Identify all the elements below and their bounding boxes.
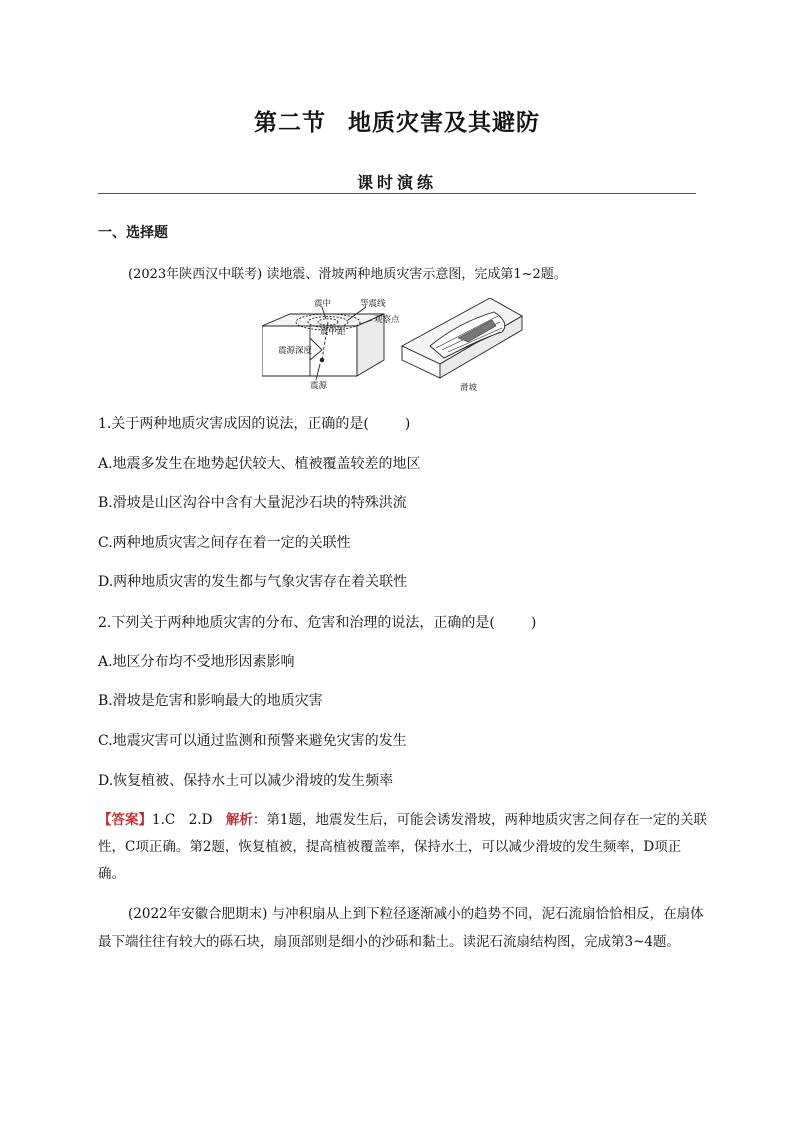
geohazard-figure — [262, 298, 532, 398]
answer-tag: 【答案】 — [98, 812, 152, 828]
answer-values: 1.C 2.D — [152, 812, 213, 828]
title-divider — [98, 193, 696, 194]
question-2-stem: 2.下列关于两种地质灾害的分布、危害和治理的说法，正确的是( ) — [98, 615, 537, 631]
analysis-text: ：第1题，地震发生后，可能会诱发滑坡，两种地质灾害之间存在一定的关联性，C项正确。第2题，恢复植被，提高植被覆盖率，保持水土，可以减少滑坡的发生频率，D项正确。 — [98, 812, 708, 882]
label-focus: 震源 — [310, 381, 328, 391]
section-heading: 一、选择题 — [98, 225, 168, 241]
label-epicenter: 震中 — [314, 299, 332, 309]
question-2-option-c: C.地震灾害可以通过监测和预警来避免灾害的发生 — [98, 733, 407, 749]
label-landslide: 滑坡 — [460, 383, 478, 393]
answer-block — [98, 807, 708, 888]
subtitle: 课时演练 — [356, 173, 437, 192]
question-2-option-a: A.地区分布均不受地形因素影响 — [98, 654, 295, 670]
label-focal-depth: 震源深度 — [278, 346, 313, 356]
question-1-option-d: D.两种地质灾害的发生都与气象灾害存在着关联性 — [98, 574, 408, 590]
analysis-label: 解析 — [225, 812, 253, 828]
title-topic: 地质灾害及其避防 — [348, 110, 540, 136]
title-section-number: 第二节 — [254, 110, 326, 136]
question-1-option-b: B.滑坡是山区沟谷中含有大量泥沙石块的特殊洪流 — [98, 495, 407, 511]
landslide-block — [402, 298, 522, 378]
question-2-option-d: D.恢复植被、保持水土可以减少滑坡的发生频率 — [98, 773, 394, 789]
earthquake-block — [262, 307, 384, 380]
label-isoseismal: 等震线 — [360, 299, 386, 309]
label-epicentral-distance: 震中距 — [320, 327, 346, 337]
question-1-stem: 1.关于两种地质灾害成因的说法，正确的是( ) — [98, 416, 411, 432]
label-observation: 观察点 — [374, 315, 400, 325]
page-title — [0, 104, 794, 137]
question-group-intro: (2023年陕西汉中联考) 读地震、滑坡两种地质灾害示意图，完成第1~2题。 — [128, 267, 567, 282]
question-2-option-b: B.滑坡是危害和影响最大的地质灾害 — [98, 693, 323, 709]
question-1-option-c: C.两种地质灾害之间存在着一定的关联性 — [98, 535, 351, 551]
question-1-option-a: A.地震多发生在地势起伏较大、植被覆盖较差的地区 — [98, 456, 421, 472]
next-question-group-intro: (2022年安徽合肥期末) 与冲积扇从上到下粒径逐渐减小的趋势不同，泥石流扇恰恰相反，在扇体最下端往往有较大的砾石块，扇顶部则是细小的沙砾和黏土。读泥石流扇结构图，完成第3~4题。 — [98, 906, 704, 950]
geohazard-diagram — [262, 298, 532, 398]
